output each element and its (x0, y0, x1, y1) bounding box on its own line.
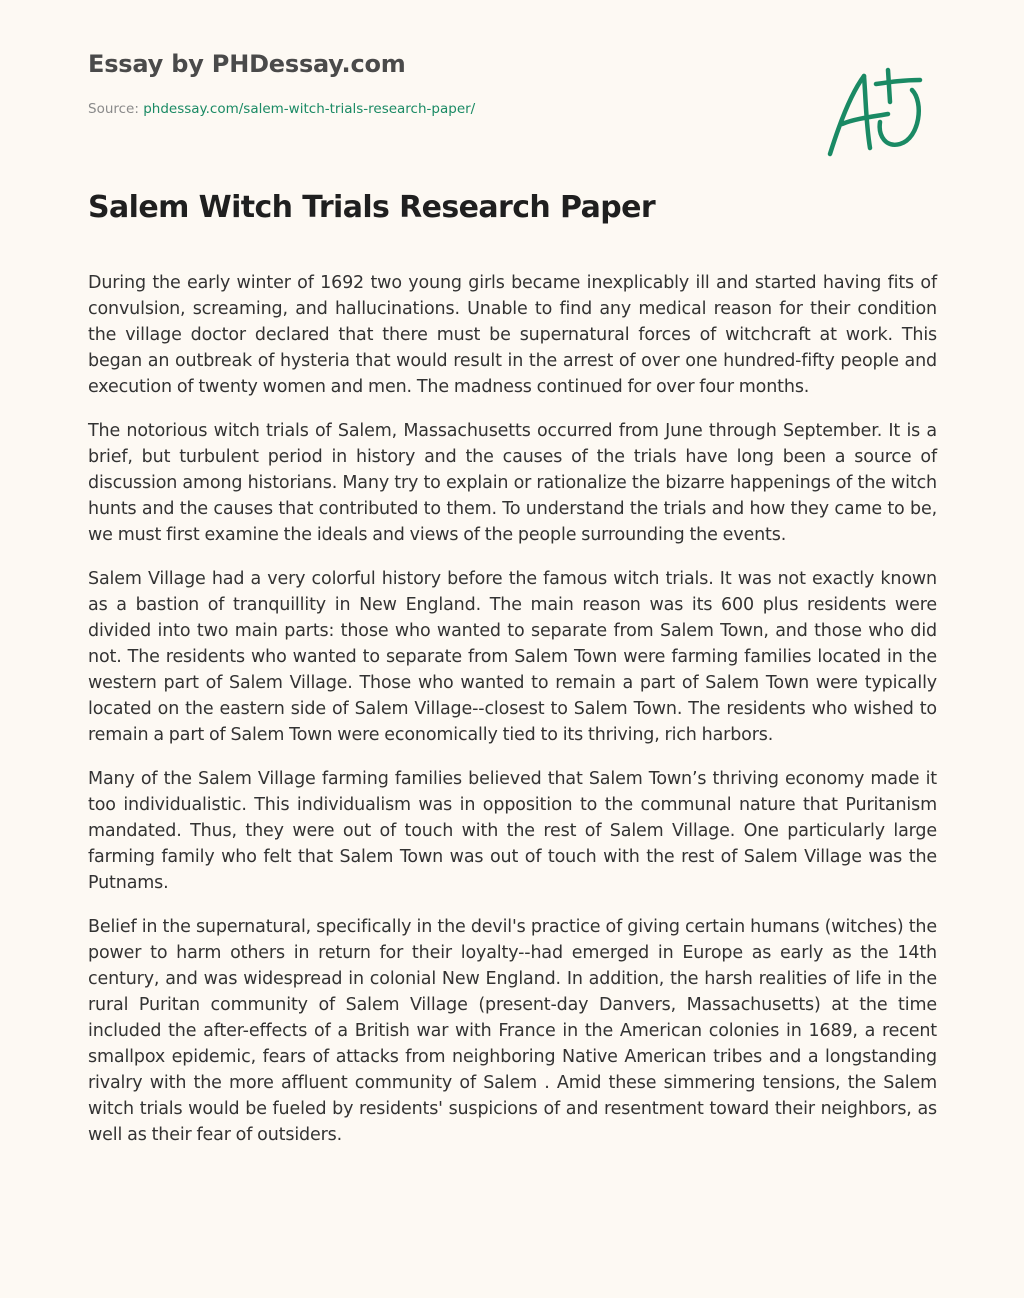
paragraph: Belief in the supernatural, specifically in the devil's practice of giving certain humans (witches) the power to harm others in return for their loyalty--had emerged in Europe as early as the 14th century, and was widespread in colonial New England. In addition, the harsh realities of life in the rural Puritan community of Salem Village (present-day Danvers, Massachusetts) at the time included the after-effects of a British war with France in the American colonies in 1689, a recent smallpox epidemic, fears of attacks from neighboring Native American tribes and a longstanding rivalry with the more affluent community of Salem . Amid these simmering tensions, the Salem witch trials would be fueled by residents' suspicions of and resentment toward their neighbors, as well as their fear of outsiders. (88, 917, 937, 1145)
source-line (88, 101, 475, 117)
paragraph: Many of the Salem Village farming families believed that Salem Town’s thriving economy made it too individualistic. This individualism was in opposition to the communal nature that Puritanism mandated. Thus, they were out of touch with the rest of Salem Village. One particularly large farming family who felt that Salem Town was out of touch with the rest of Salem Village was the Putnams. (88, 769, 937, 893)
document-title: Salem Witch Trials Research Paper (88, 190, 656, 225)
a-plus-logo-icon (820, 62, 930, 162)
document-body (88, 270, 937, 1166)
source-label: Source: (88, 101, 144, 117)
paragraph: Salem Village had a very colorful history before the famous witch trials. It was not exactly known as a bastion of tranquillity in New England. The main reason was its 600 plus residents were divided into two main parts: those who wanted to separate from Salem Town, and those who did not. The residents who wanted to separate from Salem Town were farming families located in the western part of Salem Village. Those who wanted to remain a part of Salem Town were typically located on the eastern side of Salem Village--closest to Salem Town. The residents who wished to remain a part of Salem Town were economically tied to its thriving, rich harbors. (88, 569, 937, 745)
source-link[interactable]: phdessay.com/salem-witch-trials-research-paper/ (143, 101, 476, 117)
paragraph: The notorious witch trials of Salem, Massachusetts occurred from June through September. It is a brief, but turbulent period in history and the causes of the trials have long been a source of discussion among historians. Many try to explain or rationalize the bizarre happenings of the witch hunts and the causes that contributed to them. To understand the trials and how they came to be, we must first examine the ideals and views of the people surrounding the events. (88, 421, 937, 545)
site-title: Essay by PHDessay.com (88, 50, 406, 78)
paragraph: During the early winter of 1692 two young girls became inexplicably ill and started having fits of convulsion, screaming, and hallucinations. Unable to find any medical reason for their condition the village doctor declared that there must be supernatural forces of witchcraft at work. This began an outbreak of hysteria that would result in the arrest of over one hundred-fifty people and execution of twenty women and men. The madness continued for over four months. (88, 273, 937, 397)
